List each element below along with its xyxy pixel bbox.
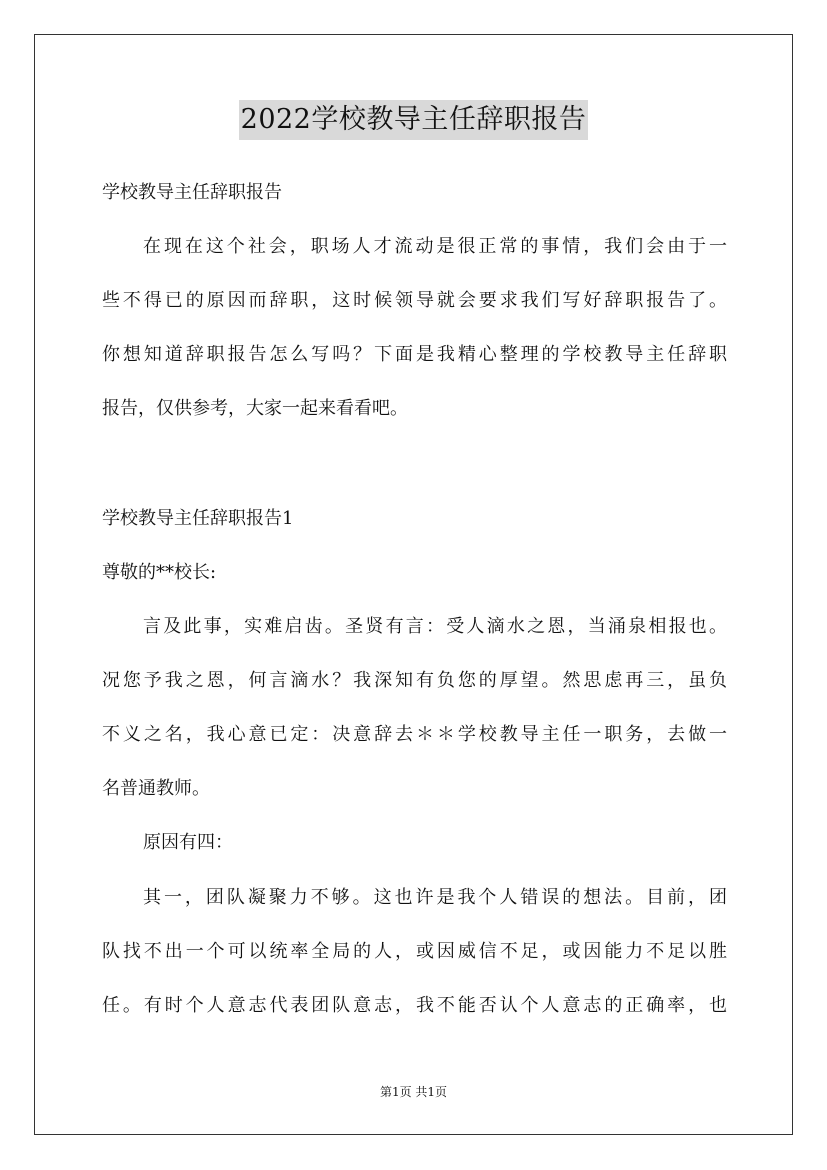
- intro-line-3: 你想知道辞职报告怎么写吗？下面是我精心整理的学校教导主任辞职: [102, 344, 727, 365]
- para3-line-1: 其一，团队凝聚力不够。这也许是我个人错误的想法。目前，团: [143, 887, 727, 908]
- para1-line-1: 言及此事，实难启齿。圣贤有言：受人滴水之恩，当涌泉相报也。: [143, 616, 727, 637]
- page-number: 第1页 共1页: [379, 1085, 448, 1099]
- document-title: 2022学校教导主任辞职报告: [239, 100, 589, 140]
- para1-line-2: 况您予我之恩，何言滴水？我深知有负您的厚望。然思虑再三，虽负: [102, 670, 727, 691]
- title-container: [0, 100, 827, 140]
- intro-line-1: 在现在这个社会，职场人才流动是很正常的事情，我们会由于一: [143, 236, 727, 257]
- intro-line-4: 报告，仅供参考，大家一起来看看吧。: [102, 398, 408, 419]
- para1-line-3: 不义之名，我心意已定：决意辞去＊＊学校教导主任一职务，去做一: [102, 724, 727, 745]
- section-heading: 学校教导主任辞职报告1: [102, 508, 294, 529]
- para2-line-1: 原因有四：: [143, 832, 233, 853]
- salutation: 尊敬的**校长:: [102, 562, 217, 583]
- intro-line-2: 些不得已的原因而辞职，这时候领导就会要求我们写好辞职报告了。: [102, 290, 727, 311]
- para3-line-3: 任。有时个人意志代表团队意志，我不能否认个人意志的正确率，也: [102, 995, 727, 1016]
- para1-line-4: 名普通教师。: [102, 778, 210, 799]
- para3-line-2: 队找不出一个可以统率全局的人，或因威信不足，或因能力不足以胜: [102, 941, 727, 962]
- subtitle: 学校教导主任辞职报告: [102, 182, 282, 203]
